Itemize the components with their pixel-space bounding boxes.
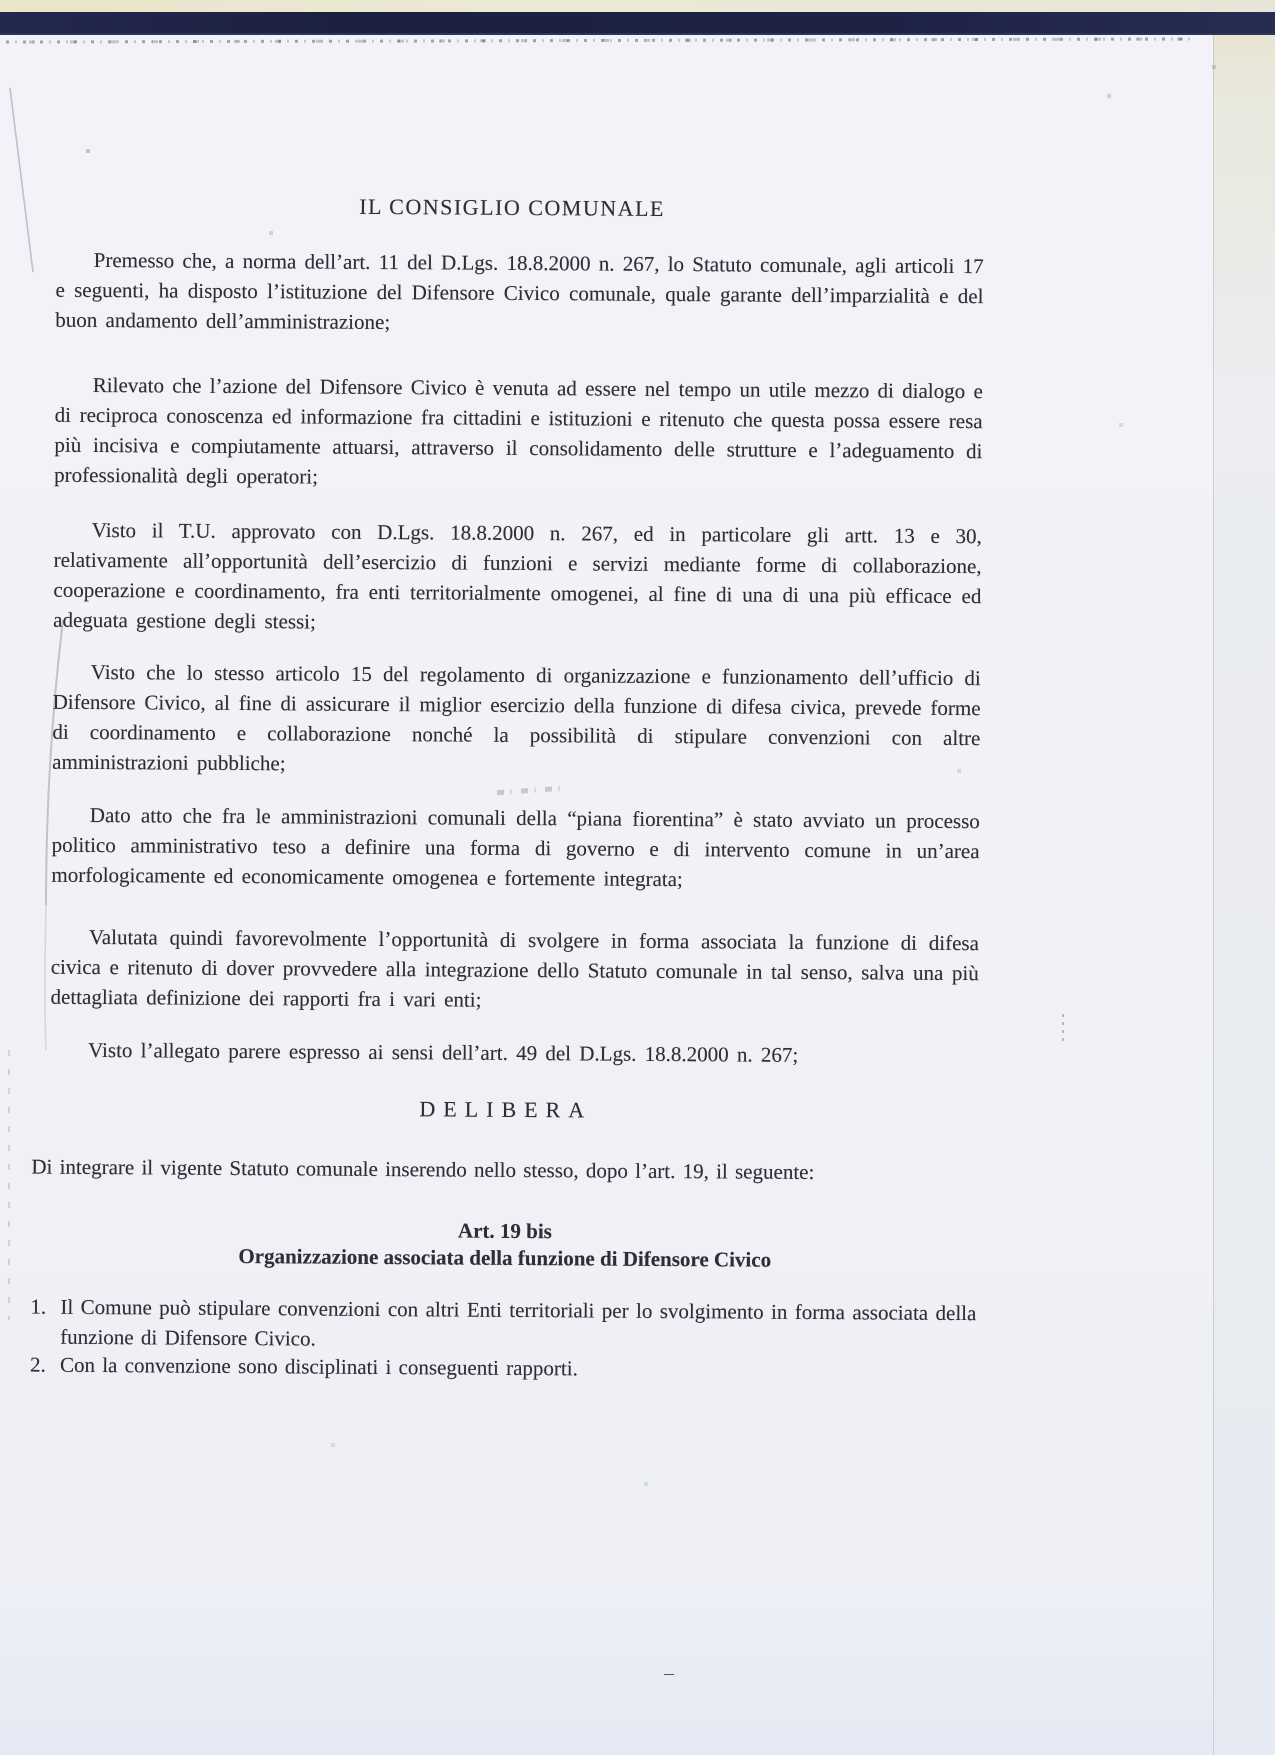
article-list-item bbox=[30, 1350, 978, 1387]
document-content bbox=[27, 0, 987, 1755]
scanner-edge-strip bbox=[1213, 0, 1275, 1755]
right-dotted-mark-artifact bbox=[1062, 1014, 1064, 1044]
paragraph-visto-allegato: Visto l’allegato parere espresso ai sensi dell’art. 49 del D.Lgs. 18.8.2000 n. 267; bbox=[88, 1037, 799, 1067]
paragraph-visto-tu: Visto il T.U. approvato con D.Lgs. 18.8.2000 n. 267, ed in particolare gli artt. 13 e 30, relativamente all’opportunità dell’esercizio di funzioni e servizi mediante forme di collaborazione, cooperazione e coordinamento, fra enti territorialmente omogenei, al fine di una di una più efficace ed adeguata gestione degli stessi; bbox=[53, 517, 982, 634]
list-item-text: Con la convenzione sono disciplinati i conseguenti rapporti. bbox=[59, 1352, 578, 1381]
paragraph-rilevato: Rilevato che l’azione del Difensore Civico è venuta ad essere nel tempo un utile mezzo di dialogo e di reciproca conoscenza ed informazione fra cittadini e istituzioni e ritenuto che questa possa essere resa più incisiva e compiutamente attuarsi, attraverso il consolidamento delle strutture e l’adeguamento di professionalità degli operatori; bbox=[54, 372, 983, 489]
article-number-heading: Art. 19 bis bbox=[457, 1218, 552, 1244]
document-title: IL CONSIGLIO COMUNALE bbox=[359, 193, 666, 221]
footer-dash-mark: – bbox=[664, 1662, 674, 1684]
list-item-text: Il Comune può stipulare convenzioni con altri Enti territoriali per lo svolgimento in forma associata della funzione di Difensore Civico. bbox=[60, 1294, 977, 1351]
article-title-heading: Organizzazione associata della funzione di Difensore Civico bbox=[238, 1244, 772, 1272]
left-margin-tick-artifacts bbox=[8, 1050, 10, 1320]
resolution-intro: Di integrare il vigente Statuto comunale inserendo nello stesso, dopo l’art. 19, il seguente: bbox=[31, 1154, 815, 1185]
paragraph-premesso: Premesso che, a norma dell’art. 11 del D.Lgs. 18.8.2000 n. 267, lo Statuto comunale, agli articoli 17 e seguenti, ha disposto l’istituzione del Difensore Civico comunale, quale garante dell’imparzialità e del buon andamento dell’amministrazione; bbox=[55, 247, 984, 335]
article-list-item bbox=[30, 1292, 978, 1359]
delibera-heading: DELIBERA bbox=[419, 1096, 593, 1123]
scan-speck-noise bbox=[0, 0, 2, 2]
paragraph-dato-atto: Dato atto che fra le amministrazioni comunali della “piana fiorentina” è stato avviato un processo politico amministrativo teso a definire una forma di governo e di intervento comune in un’area morfologicamente ed economicamente omogenea e fortemente integrata; bbox=[51, 802, 980, 892]
list-item-number: 2. bbox=[29, 1352, 46, 1377]
paragraph-valutata: Valutata quindi favorevolmente l’opportunità di svolgere in forma associata la funzione di difesa civica e ritenuto di dover provvedere alla integrazione dello Statuto comunale in tal senso, salva una più dettagliata definizione dei rapporti fra i vari enti; bbox=[50, 924, 980, 1012]
paragraph-visto-regolamento: Visto che lo stesso articolo 15 del regolamento di organizzazione e funzionamento dell’ufficio di Difensore Civico, al fine di assicurare il miglior esercizio della funzione di difesa civica, prevede forme di coordinamento e collaborazione nonché la possibilità di stipulare convenzioni con altre amministrazioni pubbliche; bbox=[52, 659, 981, 776]
list-item-number: 1. bbox=[30, 1294, 47, 1319]
